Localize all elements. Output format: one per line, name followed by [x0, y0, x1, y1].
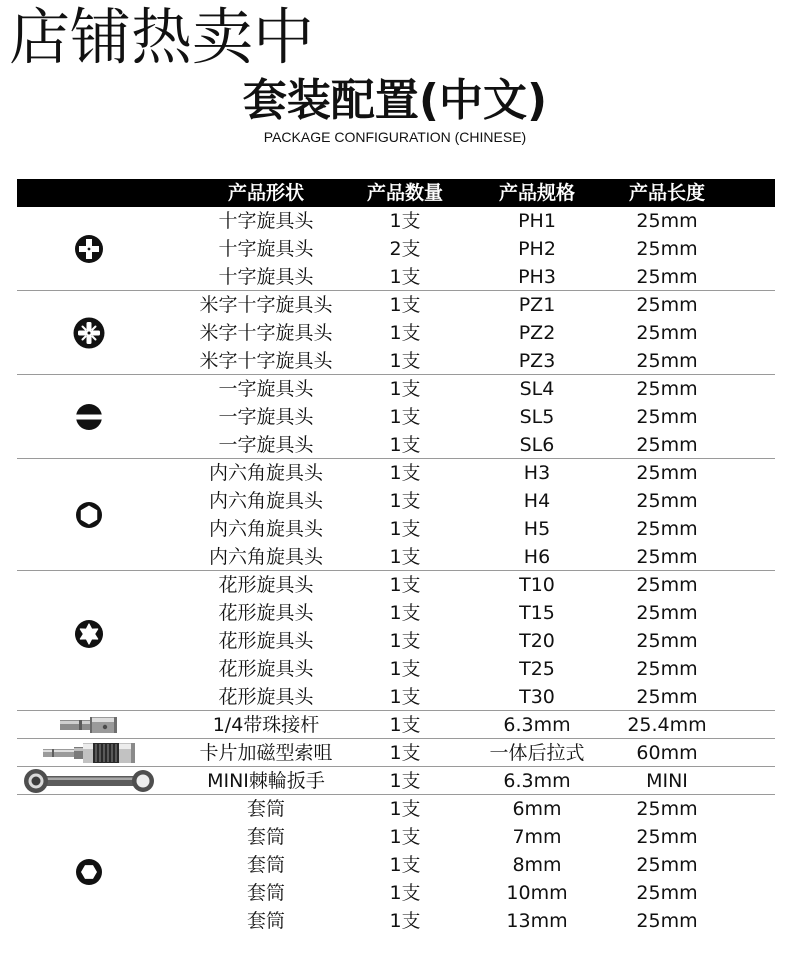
- row-group-bit-holder: [17, 739, 775, 767]
- row-group-hex: [17, 459, 775, 571]
- cell-spec: PH1: [518, 210, 556, 232]
- cell-quantity: 1支: [389, 602, 421, 624]
- cell-spec: 6.3mm: [503, 770, 571, 792]
- cell-spec: PZ3: [518, 350, 556, 372]
- table-row: [17, 543, 775, 571]
- table-row: [17, 851, 775, 879]
- cell-spec: SL5: [519, 406, 555, 428]
- cell-quantity: 1支: [389, 210, 421, 232]
- table-row: [17, 347, 775, 375]
- table-row: [17, 263, 775, 291]
- table-row: [17, 767, 775, 795]
- cell-shape: 花形旋具头: [218, 658, 314, 680]
- cell-shape: 十字旋具头: [218, 238, 314, 260]
- table-row: [17, 235, 775, 263]
- cell-quantity: 1支: [389, 742, 421, 764]
- header-cell-length: 产品长度: [628, 182, 705, 204]
- cell-shape: 套筒: [246, 826, 285, 848]
- cell-length: 25mm: [636, 238, 698, 260]
- cell-quantity: 1支: [389, 798, 421, 820]
- table-row: [17, 431, 775, 459]
- cell-quantity: 1支: [389, 490, 421, 512]
- cell-quantity: 1支: [389, 350, 421, 372]
- row-group-slotted: [17, 375, 775, 459]
- row-group-extension-bar: [17, 711, 775, 739]
- cell-quantity: 1支: [389, 518, 421, 540]
- cell-spec: PZ2: [518, 322, 556, 344]
- cell-spec: H4: [523, 490, 551, 512]
- cell-spec: H3: [523, 462, 551, 484]
- section-title: 套装配置(中文): [242, 75, 548, 126]
- table-row: [17, 627, 775, 655]
- cell-shape: 花形旋具头: [218, 630, 314, 652]
- cell-quantity: 1支: [389, 462, 421, 484]
- table-row: [17, 907, 775, 935]
- cell-quantity: 1支: [389, 406, 421, 428]
- table-row: [17, 487, 775, 515]
- cell-shape: 一字旋具头: [218, 406, 314, 428]
- cell-length: 25mm: [636, 294, 698, 316]
- cell-length: 25mm: [636, 686, 698, 708]
- table-row: [17, 571, 775, 599]
- cell-shape: 套筒: [246, 882, 285, 904]
- table-row: [17, 291, 775, 319]
- cell-quantity: 1支: [389, 322, 421, 344]
- cell-shape: 卡片加磁型索咀: [199, 742, 333, 764]
- cell-length: 25mm: [636, 210, 698, 232]
- cell-length: 25mm: [636, 798, 698, 820]
- table-row: [17, 879, 775, 907]
- cell-quantity: 1支: [389, 770, 421, 792]
- cell-shape: 米字十字旋具头: [199, 294, 333, 316]
- cell-shape: 米字十字旋具头: [199, 350, 333, 372]
- cell-quantity: 1支: [389, 910, 421, 932]
- row-group-pozidriv: [17, 291, 775, 375]
- table-row: [17, 319, 775, 347]
- cell-length: 25mm: [636, 546, 698, 568]
- cell-shape: 1/4带珠接杆: [212, 714, 320, 736]
- cell-shape: 套筒: [246, 910, 285, 932]
- cell-quantity: 1支: [389, 434, 421, 456]
- cell-shape: 花形旋具头: [218, 686, 314, 708]
- cell-shape: 一字旋具头: [218, 378, 314, 400]
- cell-spec: PH2: [518, 238, 556, 260]
- cell-shape: 内六角旋具头: [208, 546, 323, 568]
- table-row: [17, 823, 775, 851]
- row-group-socket: [17, 795, 775, 935]
- table-row: [17, 599, 775, 627]
- row-group-phillips: [17, 207, 775, 291]
- cell-spec: SL4: [519, 378, 555, 400]
- cell-spec: 8mm: [512, 854, 562, 876]
- cell-shape: 花形旋具头: [218, 574, 314, 596]
- cell-length: 25mm: [636, 462, 698, 484]
- cell-length: 25mm: [636, 574, 698, 596]
- cell-spec: T15: [519, 602, 555, 624]
- cell-spec: 6mm: [512, 798, 562, 820]
- cell-spec: H6: [523, 546, 551, 568]
- cell-length: 25mm: [636, 518, 698, 540]
- cell-quantity: 1支: [389, 882, 421, 904]
- cell-shape: 内六角旋具头: [208, 518, 323, 540]
- cell-quantity: 1支: [389, 574, 421, 596]
- cell-shape: 套筒: [246, 854, 285, 876]
- header-cell-spec: 产品规格: [498, 182, 575, 204]
- cell-length: 25mm: [636, 490, 698, 512]
- table-row: [17, 711, 775, 739]
- cell-shape: 内六角旋具头: [208, 462, 323, 484]
- cell-length: 25mm: [636, 602, 698, 624]
- table-row: [17, 207, 775, 235]
- cell-spec: PH3: [518, 266, 556, 288]
- cell-quantity: 1支: [389, 714, 421, 736]
- cell-quantity: 1支: [389, 630, 421, 652]
- cell-shape: 内六角旋具头: [208, 490, 323, 512]
- table-row: [17, 683, 775, 711]
- cell-shape: MINI棘輪扳手: [207, 770, 325, 792]
- cell-length: 25mm: [636, 322, 698, 344]
- cell-quantity: 1支: [389, 266, 421, 288]
- cell-quantity: 1支: [389, 378, 421, 400]
- cell-length: 25.4mm: [627, 714, 707, 736]
- package-table: [17, 207, 775, 935]
- cell-length: 60mm: [636, 742, 698, 764]
- cell-spec: 7mm: [512, 826, 562, 848]
- cell-quantity: 1支: [389, 294, 421, 316]
- cell-spec: 6.3mm: [503, 714, 571, 736]
- cell-spec: T10: [519, 574, 555, 596]
- cell-spec: SL6: [519, 434, 555, 456]
- cell-length: 25mm: [636, 266, 698, 288]
- cell-length: 25mm: [636, 658, 698, 680]
- cell-spec: T20: [519, 630, 555, 652]
- table-row: [17, 655, 775, 683]
- cell-quantity: 1支: [389, 826, 421, 848]
- store-banner-title: 店铺热卖中: [9, 2, 315, 73]
- cell-spec: 一体后拉式: [489, 742, 585, 764]
- cell-shape: 一字旋具头: [218, 434, 314, 456]
- cell-length: 25mm: [636, 854, 698, 876]
- cell-shape: 花形旋具头: [218, 602, 314, 624]
- cell-length: 25mm: [636, 350, 698, 372]
- cell-spec: 13mm: [506, 910, 568, 932]
- table-row: [17, 515, 775, 543]
- cell-length: MINI: [646, 770, 688, 792]
- cell-length: 25mm: [636, 630, 698, 652]
- cell-spec: H5: [523, 518, 551, 540]
- cell-shape: 十字旋具头: [218, 266, 314, 288]
- cell-spec: PZ1: [518, 294, 556, 316]
- cell-length: 25mm: [636, 434, 698, 456]
- cell-quantity: 2支: [389, 238, 421, 260]
- cell-length: 25mm: [636, 406, 698, 428]
- cell-length: 25mm: [636, 826, 698, 848]
- cell-quantity: 1支: [389, 686, 421, 708]
- header-cell-quantity: 产品数量: [366, 182, 443, 204]
- table-header: [17, 179, 775, 207]
- cell-shape: 米字十字旋具头: [199, 322, 333, 344]
- cell-length: 25mm: [636, 910, 698, 932]
- header-cell-shape: 产品形状: [227, 182, 304, 204]
- cell-shape: 套筒: [246, 798, 285, 820]
- cell-length: 25mm: [636, 378, 698, 400]
- cell-spec: T25: [519, 658, 555, 680]
- table-row: [17, 459, 775, 487]
- table-row: [17, 403, 775, 431]
- cell-shape: 十字旋具头: [218, 210, 314, 232]
- cell-quantity: 1支: [389, 658, 421, 680]
- cell-spec: 10mm: [506, 882, 568, 904]
- table-row: [17, 795, 775, 823]
- section-subtitle: PACKAGE CONFIGURATION (CHINESE): [263, 129, 527, 145]
- row-group-torx: [17, 571, 775, 711]
- cell-quantity: 1支: [389, 854, 421, 876]
- cell-quantity: 1支: [389, 546, 421, 568]
- row-group-ratchet-wrench: [17, 767, 775, 795]
- cell-spec: T30: [519, 686, 555, 708]
- cell-length: 25mm: [636, 882, 698, 904]
- table-row: [17, 739, 775, 767]
- table-row: [17, 375, 775, 403]
